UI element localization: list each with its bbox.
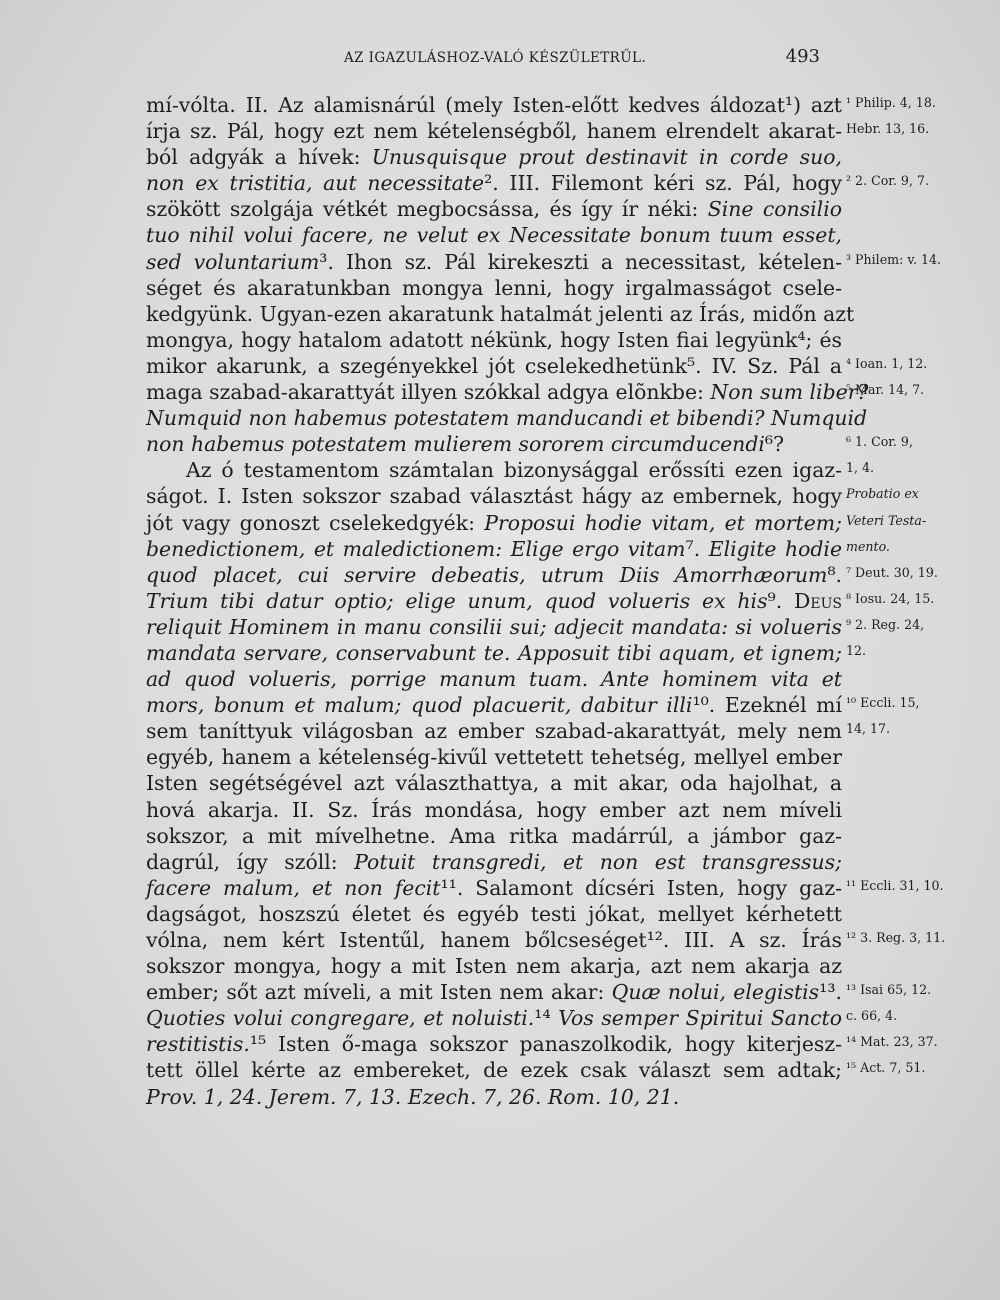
margin-note: ⁶ 1. Cor. 9, [846, 434, 913, 450]
margin-note: ⁴ Ioan. 1, 12. [846, 355, 928, 371]
text-line [0, 640, 1000, 666]
text-line [0, 797, 1000, 823]
text-line [0, 249, 1000, 275]
margin-note: ¹³ Isai 65, 12. [846, 982, 932, 998]
text-line [0, 562, 1000, 588]
page-header [300, 46, 820, 72]
line-text: mí-vólta. II. Az alamisnárúl (mely Isten-előtt kedves áldozat¹) azt [146, 93, 842, 117]
margin-note: ⁷ Deut. 30, 19. [846, 564, 938, 580]
text-line [0, 823, 1000, 849]
text-line [0, 301, 1000, 327]
text-line [0, 1005, 1000, 1031]
margin-note: c. 66, 4. [846, 1008, 898, 1024]
line-text: tett öllel kérte az embereket, de ezek csak választ sem adtak; [146, 1058, 842, 1083]
margin-note: Probatio ex [846, 486, 919, 502]
text-line [0, 510, 1000, 536]
line-text: dagrúl, így szóll: Potuit transgredi, et non est transgressus; [146, 849, 842, 874]
line-text: egyéb, hanem a kételenség-kivűl vettetett tehetség, mellyel ember [146, 745, 842, 770]
line-text: sed voluntarium³. Ihon sz. Pál kirekeszti a necessitast, kételen- [146, 249, 842, 274]
text-line [0, 379, 1000, 405]
margin-note: ¹ Philip. 4, 18. [846, 95, 936, 110]
text-line [0, 275, 1000, 301]
margin-note: 1, 4. [846, 460, 875, 476]
text-line [0, 170, 1000, 196]
margin-note: Hebr. 13, 16. [846, 121, 930, 137]
line-text: Prov. 1, 24. Jerem. 7, 13. Ezech. 7, 26. Rom. 10, 21. [146, 1084, 680, 1109]
line-text: Trium tibi datur optio; elige unum, quod volueris ex his⁹. Deus [146, 588, 843, 613]
line-text: restitistis.¹⁵ Isten ő-maga sokszor panaszolkodik, hogy kiterjesz- [146, 1032, 842, 1057]
text-line [0, 588, 1000, 614]
line-text: mikor akarunk, a szegényekkel jót cselekedhetünk⁵. IV. Sz. Pál a [146, 353, 842, 378]
line-text: sem taníttyuk világosban az ember szabad-akarattyát, mely nem [146, 719, 842, 744]
margin-note: ⁸ Iosu. 24, 15. [846, 590, 935, 606]
line-text: ságot. I. Isten sokszor szabad választást hágy az embernek, hogy [146, 484, 842, 509]
line-text: Isten segétségével azt választhattya, a mit akar, oda hajolhat, a [146, 771, 842, 796]
line-text: quod placet, cui servire debeatis, utrum Diis Amorrhæorum⁸. [146, 562, 842, 587]
text-line [0, 431, 1000, 457]
line-text: ból adgyák a hívek: Unusquisque prout destinavit in corde suo, [146, 145, 842, 170]
text-line [0, 222, 1000, 248]
text-line [0, 483, 1000, 509]
margin-note: ³ Philem: v. 14. [846, 251, 941, 267]
text-line [0, 1084, 1000, 1110]
margin-note: Veteri Testa- [846, 512, 927, 528]
text-body [0, 92, 1000, 1110]
text-line [0, 614, 1000, 640]
line-text: mors, bonum et malum; quod placuerit, dabitur illi¹⁰. Ezeknél mí [146, 693, 842, 718]
margin-note: ¹⁴ Mat. 23, 37. [846, 1034, 938, 1050]
text-line [0, 770, 1000, 796]
text-line [0, 666, 1000, 692]
line-text: sokszor mongya, hogy a mit Isten nem akarja, azt nem akarja az [146, 954, 842, 979]
text-line [0, 927, 1000, 953]
text-line [0, 144, 1000, 170]
text-line [0, 979, 1000, 1005]
line-text: non ex tristitia, aut necessitate². III. Filemont kéri sz. Pál, hogy [146, 171, 842, 196]
margin-note: ¹⁰ Eccli. 15, [846, 695, 920, 711]
line-text: írja sz. Pál, hogy ezt nem kételenségből, hanem elrendelt akarat- [146, 119, 842, 144]
margin-note: ¹⁵ Act. 7, 51. [846, 1060, 926, 1076]
page-number: 493 [785, 46, 820, 67]
text-line [0, 353, 1000, 379]
line-text: ember; sőt azt míveli, a mit Isten nem akar: Quæ nolui, elegistis¹³. [146, 980, 842, 1005]
line-text: maga szabad-akarattyát illyen szókkal adgya elõnkbe: Non sum liber? [146, 380, 869, 405]
text-line [0, 1031, 1000, 1057]
text-line [0, 536, 1000, 562]
text-line [0, 718, 1000, 744]
text-line [0, 92, 1000, 118]
margin-note: ² 2. Cor. 9, 7. [846, 173, 929, 189]
text-line [0, 327, 1000, 353]
line-text: Numquid non habemus potestatem manducandi et bibendi? Numquid [146, 406, 868, 431]
line-text: Az ó testamentom számtalan bizonysággal erőssíti ezen igaz- [186, 458, 842, 483]
margin-note: mento. [846, 538, 890, 554]
line-text: hová akarja. II. Sz. Írás mondása, hogy ember azt nem míveli [146, 797, 842, 822]
margin-note: 12. [846, 642, 867, 658]
text-line [0, 953, 1000, 979]
line-text: sokszor, a mit mívelhetne. Ama ritka madárrúl, a jámbor gaz- [146, 823, 842, 848]
text-line [0, 196, 1000, 222]
margin-note: ¹² 3. Reg. 3, 11. [846, 930, 946, 945]
line-text: mandata servare, conservabunt te. Apposuit tibi aquam, et ignem; [146, 640, 842, 665]
line-text: non habemus potestatem mulierem sororem circumducendi⁶? [146, 432, 784, 457]
line-text: vólna, nem kért Istentűl, hanem bőlcseséget¹². III. A sz. Írás [146, 928, 842, 952]
line-text: jót vagy gonoszt cselekedgyék: Proposui hodie vitam, et mortem; [146, 510, 842, 535]
line-text: szökött szolgája vétkét megbocsássa, és így ír néki: Sine consilio [146, 197, 842, 222]
line-text: kedgyünk. Ugyan-ezen akaratunk hatalmát jelenti az Írás, midőn azt [146, 301, 855, 326]
margin-note: ⁹ 2. Reg. 24, [846, 616, 925, 632]
line-text: mongya, hogy hatalom adatott nékünk, hogy Isten fiai legyünk⁴; és [146, 327, 842, 352]
line-text: dagságot, hoszszú életet és egyéb testi jókat, mellyet kérhetett [146, 901, 842, 926]
text-line [0, 901, 1000, 927]
line-text: Quoties volui congregare, et noluisti.¹⁴ Vos semper Spiritui Sancto [146, 1006, 842, 1031]
margin-note: ¹¹ Eccli. 31, 10. [846, 877, 944, 893]
text-line [0, 457, 1000, 483]
text-line [0, 875, 1000, 901]
text-line [0, 849, 1000, 875]
text-line [0, 1057, 1000, 1083]
text-line [0, 405, 1000, 431]
running-head: AZ IGAZULÁSHOZ-VALÓ KÉSZÜLETRŰL. [344, 50, 647, 66]
text-line [0, 744, 1000, 770]
margin-note: 14, 17. [846, 721, 891, 737]
line-text: séget és akaratunkban mongya lenni, hogy irgalmasságot csele- [146, 275, 842, 300]
line-text: reliquit Hominem in manu consilii sui; adjecit mandata: si volueris [146, 614, 842, 639]
text-line [0, 692, 1000, 718]
margin-note: ⁵ Mar. 14, 7. [846, 382, 925, 398]
line-text: benedictionem, et maledictionem: Elige ergo vitam⁷. Eligite hodie [146, 536, 843, 561]
text-line [0, 118, 1000, 144]
line-text: facere malum, et non fecit¹¹. Salamont dícséri Isten, hogy gaz- [146, 875, 842, 900]
line-text: tuo nihil volui facere, ne velut ex Necessitate bonum tuum esset, [146, 223, 842, 248]
line-text: ad quod volueris, porrige manum tuam. Ante hominem vita et [146, 667, 842, 692]
